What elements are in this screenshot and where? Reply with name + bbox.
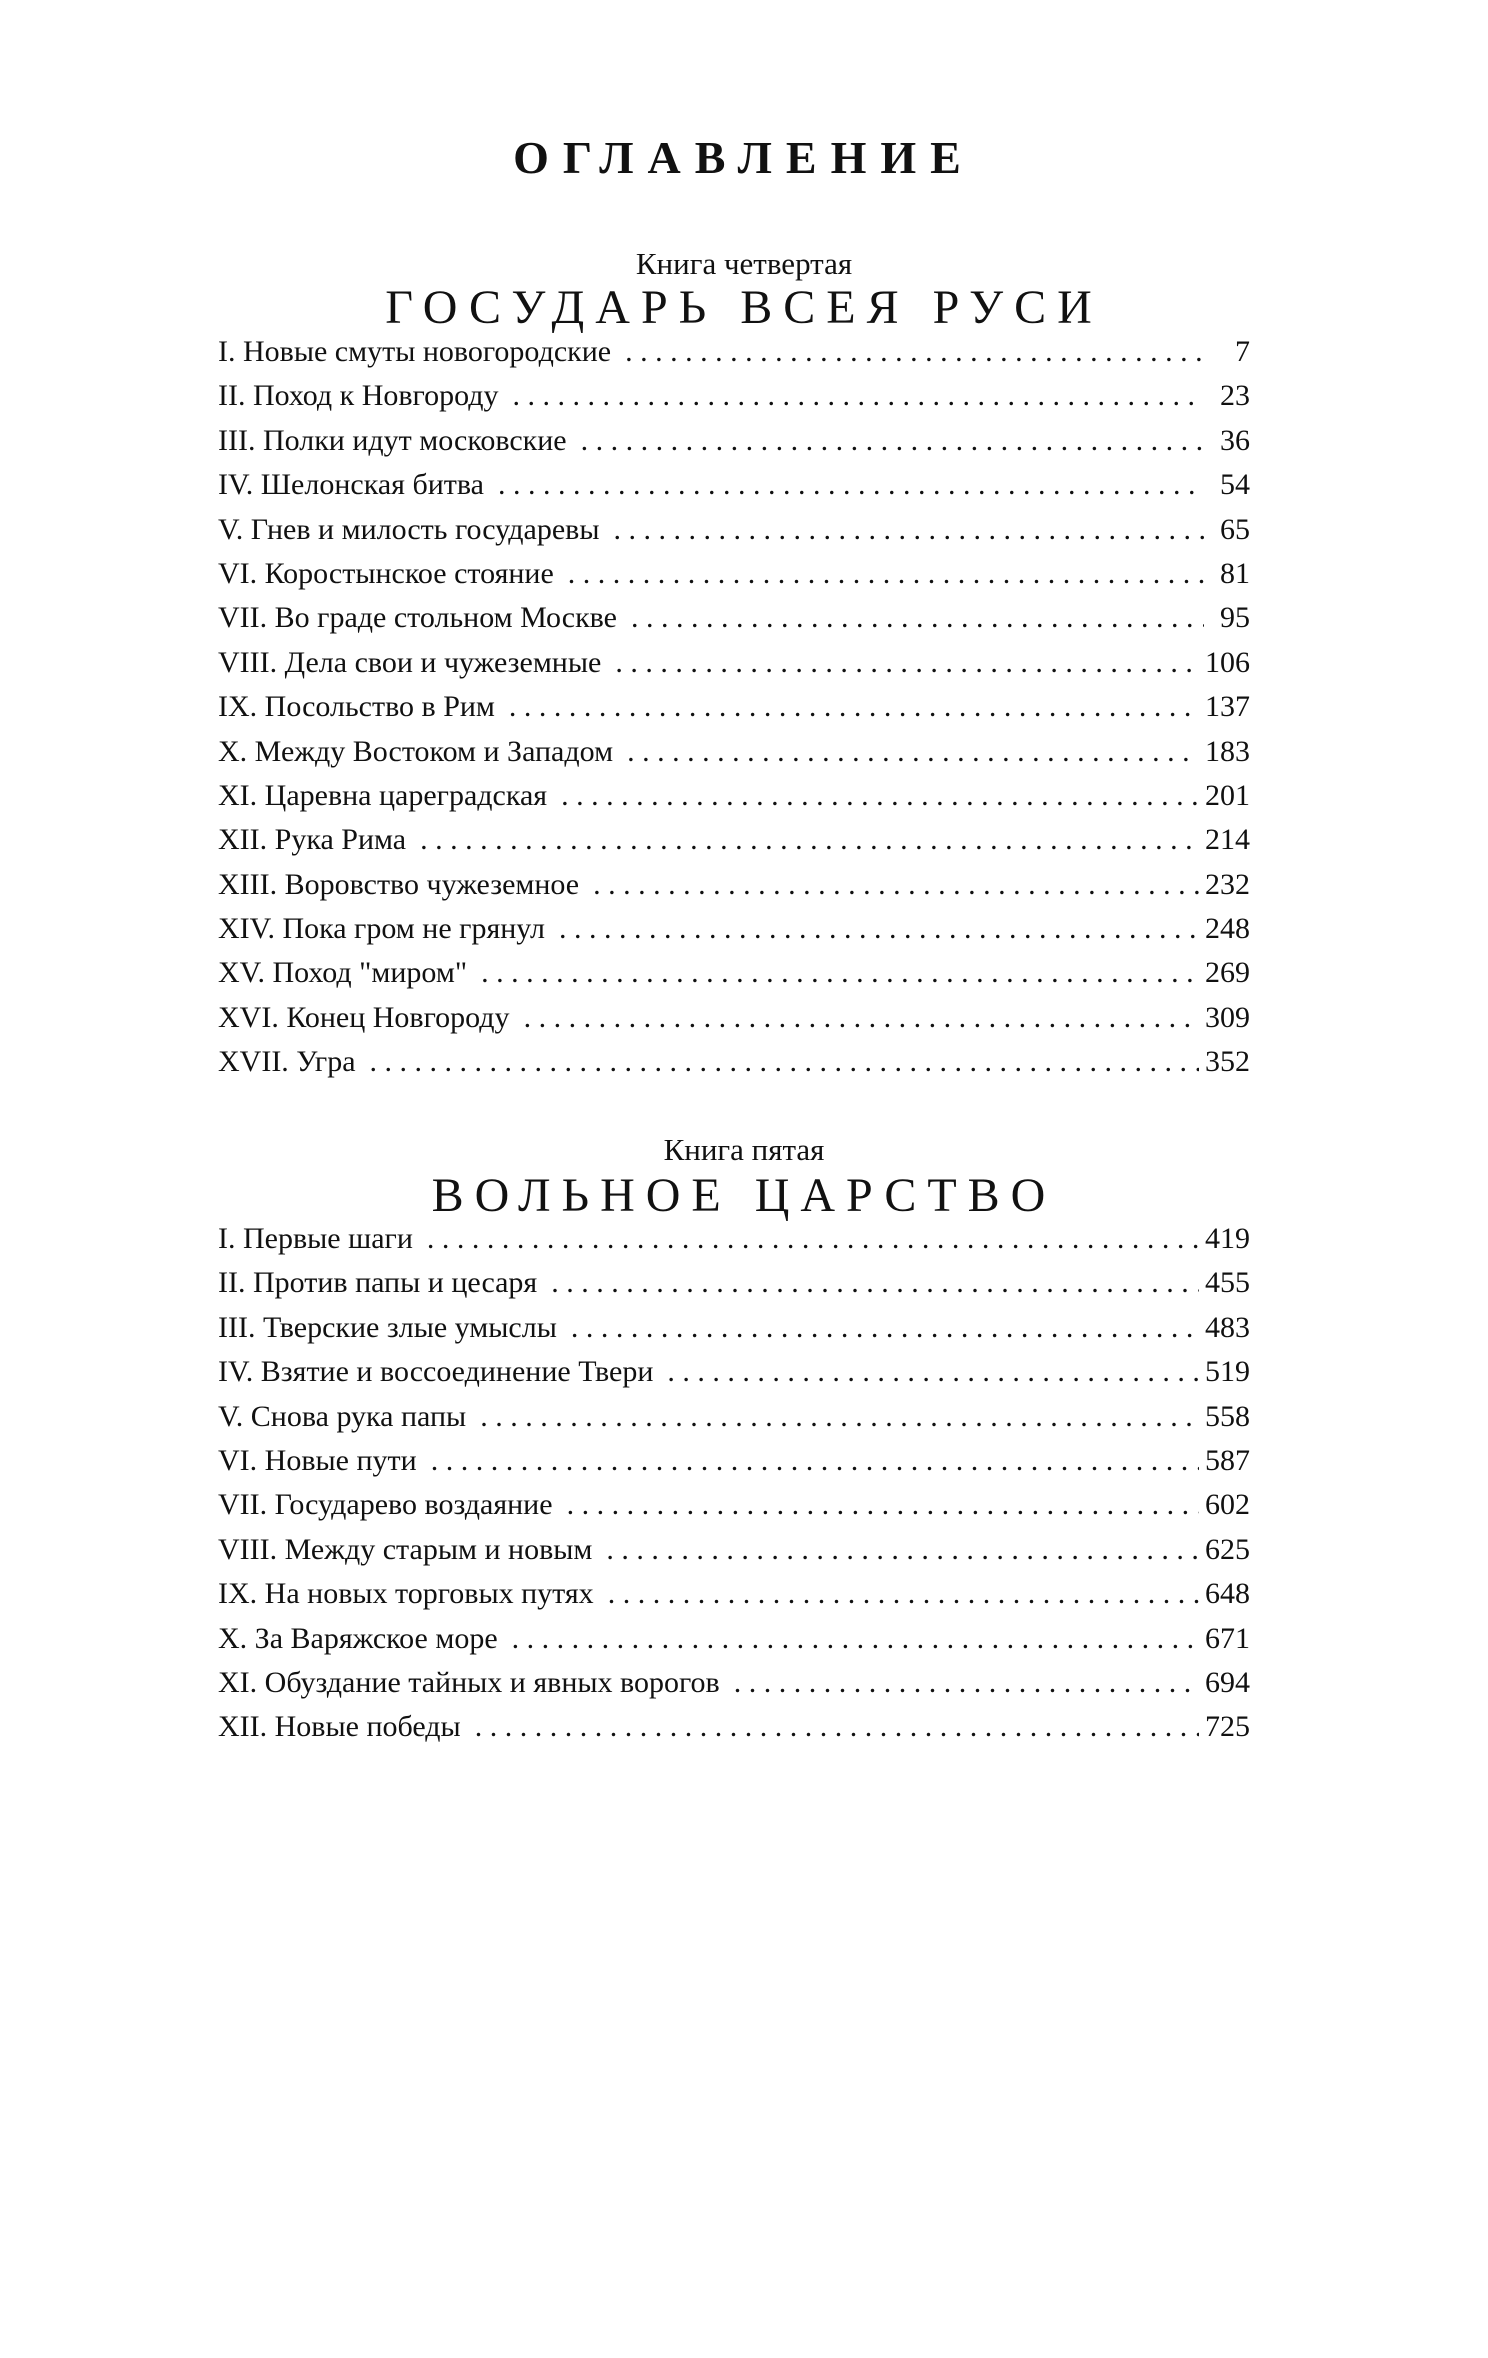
chapter-title: II. Против папы и цесаря xyxy=(218,1266,538,1300)
page-number: 352 xyxy=(1205,1045,1250,1079)
chapter-title: XVII. Угра xyxy=(218,1045,356,1079)
page-title: ОГЛАВЛЕНИЕ xyxy=(513,132,975,183)
dot-leader xyxy=(615,641,1199,685)
page-number: 602 xyxy=(1205,1488,1250,1522)
dot-leader xyxy=(513,374,1204,418)
toc-entry xyxy=(218,330,1250,374)
page-number: 54 xyxy=(1220,468,1250,502)
chapter-title: VI. Коростынское стояние xyxy=(218,556,554,590)
toc-entry xyxy=(218,463,1250,507)
toc-entry xyxy=(218,730,1250,774)
book4-chapter-list xyxy=(218,330,1250,1085)
page-number: 23 xyxy=(1220,379,1250,413)
toc-entry xyxy=(218,374,1250,418)
dot-leader xyxy=(593,863,1199,907)
page-number: 269 xyxy=(1205,956,1250,990)
book5-label: Книга пятая xyxy=(663,1132,825,1167)
dot-leader xyxy=(631,596,1204,640)
page-number: 201 xyxy=(1205,778,1250,812)
book5-chapter-list xyxy=(218,1217,1250,1750)
chapter-title: X. Между Востоком и Западом xyxy=(218,734,614,768)
toc-entry xyxy=(218,1350,1250,1394)
chapter-title: VII. Во граде стольном Москве xyxy=(218,601,617,635)
dot-leader xyxy=(509,685,1199,729)
chapter-title: IX. Посольство в Рим xyxy=(218,690,495,724)
page-number: 587 xyxy=(1205,1443,1250,1477)
toc-entry xyxy=(218,774,1250,818)
page-number: 455 xyxy=(1205,1266,1250,1300)
page-number: 648 xyxy=(1205,1577,1250,1611)
chapter-title: V. Снова рука папы xyxy=(218,1399,467,1433)
chapter-title: I. Новые смуты новогородские xyxy=(218,335,612,368)
page-number: 232 xyxy=(1205,867,1250,901)
toc-entry xyxy=(218,641,1250,685)
chapter-title: VIII. Дела свои и чужеземные xyxy=(218,645,602,679)
dot-leader xyxy=(498,463,1204,507)
page-number: 671 xyxy=(1205,1621,1250,1655)
chapter-title: XII. Рука Рима xyxy=(218,823,407,857)
book5-title: ВОЛЬНОЕ ЦАРСТВО xyxy=(431,1169,1057,1222)
chapter-title: I. Первые шаги xyxy=(218,1222,413,1255)
page-number: 519 xyxy=(1205,1355,1250,1389)
chapter-title: II. Поход к Новгороду xyxy=(218,379,499,413)
dot-leader xyxy=(480,1395,1199,1439)
page-number: 483 xyxy=(1205,1310,1250,1344)
chapter-title: IV. Взятие и воссоединение Твери xyxy=(218,1355,654,1389)
chapter-title: IV. Шелонская битва xyxy=(218,468,484,502)
page-number: 725 xyxy=(1205,1710,1250,1744)
toc-entry xyxy=(218,863,1250,907)
dot-leader xyxy=(551,1261,1199,1305)
toc-entry xyxy=(218,1395,1250,1439)
toc-entry xyxy=(218,1306,1250,1350)
book4-title: ГОСУДАРЬ ВСЕЯ РУСИ xyxy=(385,281,1103,334)
chapter-title: III. Полки идут московские xyxy=(218,423,567,457)
dot-leader xyxy=(614,508,1204,552)
toc-entry xyxy=(218,818,1250,862)
dot-leader xyxy=(571,1306,1199,1350)
chapter-title: VIII. Между старым и новым xyxy=(218,1532,593,1566)
dot-leader xyxy=(431,1439,1199,1483)
dot-leader xyxy=(561,774,1199,818)
dot-leader xyxy=(734,1661,1199,1705)
toc-entry xyxy=(218,596,1250,640)
page-number: 95 xyxy=(1220,601,1250,635)
chapter-title: X. За Варяжское море xyxy=(218,1621,498,1655)
chapter-title: XIII. Воровство чужеземное xyxy=(218,867,580,901)
chapter-title: XI. Царевна цареградская xyxy=(218,778,548,812)
toc-entry xyxy=(218,951,1250,995)
book4-label: Книга четвертая xyxy=(635,246,853,281)
chapter-title: V. Гнев и милость государевы xyxy=(218,512,600,546)
chapter-title: VII. Государево воздаяние xyxy=(218,1488,553,1522)
toc-entry xyxy=(218,1661,1250,1705)
page-number: 183 xyxy=(1205,734,1250,768)
page-number: 309 xyxy=(1205,1000,1250,1034)
page-number: 137 xyxy=(1205,690,1250,724)
chapter-title: XVI. Конец Новгороду xyxy=(218,1000,510,1034)
toc-entry xyxy=(218,1261,1250,1305)
page-number: 36 xyxy=(1220,423,1250,457)
toc-entry xyxy=(218,1617,1250,1661)
dot-leader xyxy=(481,951,1199,995)
chapter-title: XII. Новые победы xyxy=(218,1710,461,1744)
dot-leader xyxy=(420,818,1199,862)
page-number: 248 xyxy=(1205,912,1250,946)
toc-entry xyxy=(218,1040,1250,1084)
dot-leader xyxy=(370,1040,1199,1084)
page-number: 106 xyxy=(1205,645,1250,679)
page-number: 419 xyxy=(1205,1222,1250,1255)
toc-entry xyxy=(218,1705,1250,1749)
dot-leader xyxy=(559,907,1199,951)
toc-entry xyxy=(218,552,1250,596)
toc-entry xyxy=(218,419,1250,463)
page-number: 694 xyxy=(1205,1665,1250,1699)
page-number: 625 xyxy=(1205,1532,1250,1566)
toc-entry xyxy=(218,1528,1250,1572)
toc-entry xyxy=(218,907,1250,951)
dot-leader xyxy=(567,1483,1199,1527)
page-number: 7 xyxy=(1235,335,1250,368)
dot-leader xyxy=(606,1528,1199,1572)
dot-leader xyxy=(475,1705,1199,1749)
dot-leader xyxy=(608,1572,1199,1616)
toc-entry xyxy=(218,508,1250,552)
chapter-title: XIV. Пока гром не грянул xyxy=(218,912,545,946)
chapter-title: IX. На новых торговых путях xyxy=(218,1577,594,1611)
dot-leader xyxy=(512,1617,1199,1661)
chapter-title: III. Тверские злые умыслы xyxy=(218,1310,557,1344)
page-number: 214 xyxy=(1205,823,1250,857)
dot-leader xyxy=(427,1217,1199,1261)
dot-leader xyxy=(581,419,1204,463)
dot-leader xyxy=(627,730,1199,774)
page-number: 558 xyxy=(1205,1399,1250,1433)
toc-entry xyxy=(218,1439,1250,1483)
toc-entry xyxy=(218,996,1250,1040)
dot-leader xyxy=(524,996,1199,1040)
chapter-title: XV. Поход "миром" xyxy=(218,956,468,990)
dot-leader xyxy=(667,1350,1199,1394)
page-number: 81 xyxy=(1220,556,1250,590)
dot-leader xyxy=(568,552,1204,596)
toc-entry xyxy=(218,1483,1250,1527)
toc-entry xyxy=(218,685,1250,729)
chapter-title: XI. Обуздание тайных и явных ворогов xyxy=(218,1665,720,1699)
page-number: 65 xyxy=(1220,512,1250,546)
toc-entry xyxy=(218,1217,1250,1261)
toc-entry xyxy=(218,1572,1250,1616)
chapter-title: VI. Новые пути xyxy=(218,1443,417,1477)
dot-leader xyxy=(625,330,1204,374)
